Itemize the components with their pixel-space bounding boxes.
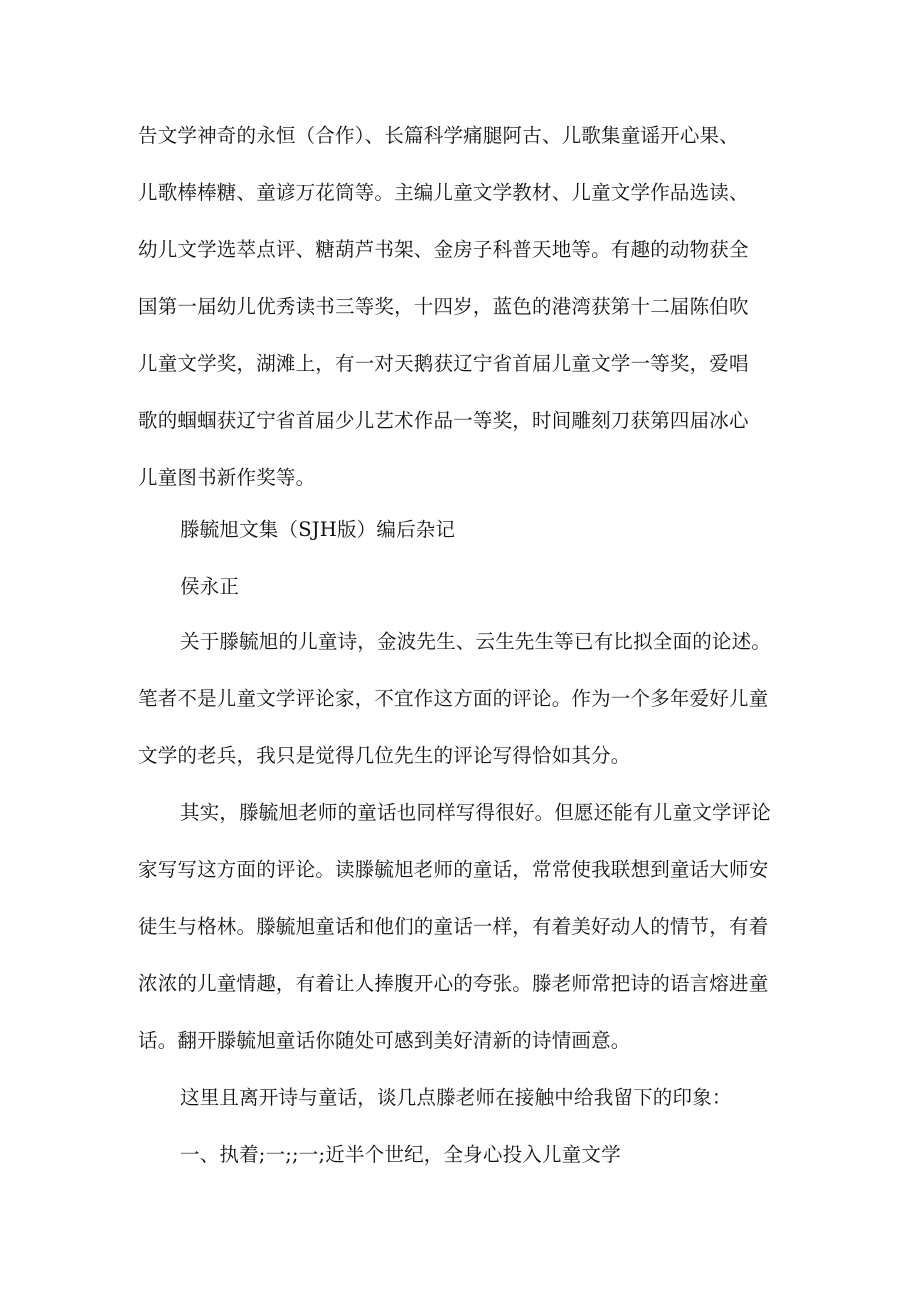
text-line: 笔者不是儿童文学评论家，不宜作这方面的评论。作为一个多年爱好儿童 (138, 687, 769, 710)
text-line: 家写写这方面的评论。读滕毓旭老师的童话，常常使我联想到童话大师安 (138, 858, 769, 881)
text-line: 国第一届幼儿优秀读书三等奖，十四岁，蓝色的港湾获第十二届陈伯吹 (138, 295, 749, 318)
text-line: 一、执着;一;;一;近半个世纪，全身心投入儿童文学 (180, 1143, 621, 1166)
text-line: 其实，滕毓旭老师的童话也同样写得很好。但愿还能有儿童文学评论 (180, 801, 772, 824)
text-line: 告文学神奇的永恒（合作）、长篇科学痛腿阿古、儿歌集童谣开心果、 (138, 124, 739, 147)
text-line: 话。翻开滕毓旭童话你随处可感到美好清新的诗情画意。 (138, 1029, 631, 1052)
text-line: 徒生与格林。滕毓旭童话和他们的童话一样，有着美好动人的情节，有着 (138, 915, 769, 938)
article-title: 滕毓旭文集（SJH版）编后杂记 (180, 518, 456, 541)
text-line: 儿童文学奖，湖滩上，有一对天鹅获辽宁省首届儿童文学一等奖，爱唱 (138, 352, 749, 375)
text-line: 歌的蝈蝈获辽宁省首届少儿艺术作品一等奖，时间雕刻刀获第四届冰心 (138, 409, 749, 432)
text-line: 这里且离开诗与童话，谈几点滕老师在接触中给我留下的印象： (180, 1086, 732, 1109)
text-line: 幼儿文学选萃点评、糖葫芦书架、金房子科普天地等。有趣的动物获全 (138, 238, 749, 261)
text-line: 儿歌棒棒糖、童谚万花筒等。主编儿童文学教材、儿童文学作品选读、 (138, 181, 749, 204)
text-line: 关于滕毓旭的儿童诗，金波先生、云生先生等已有比拟全面的论述。 (180, 630, 772, 653)
text-line: 文学的老兵，我只是觉得几位先生的评论写得恰如其分。 (138, 744, 631, 767)
text-line: 浓浓的儿童情趣，有着让人捧腹开心的夸张。滕老师常把诗的语言熔进童 (138, 972, 769, 995)
article-author: 侯永正 (180, 575, 240, 598)
text-line: 儿童图书新作奖等。 (138, 466, 316, 489)
